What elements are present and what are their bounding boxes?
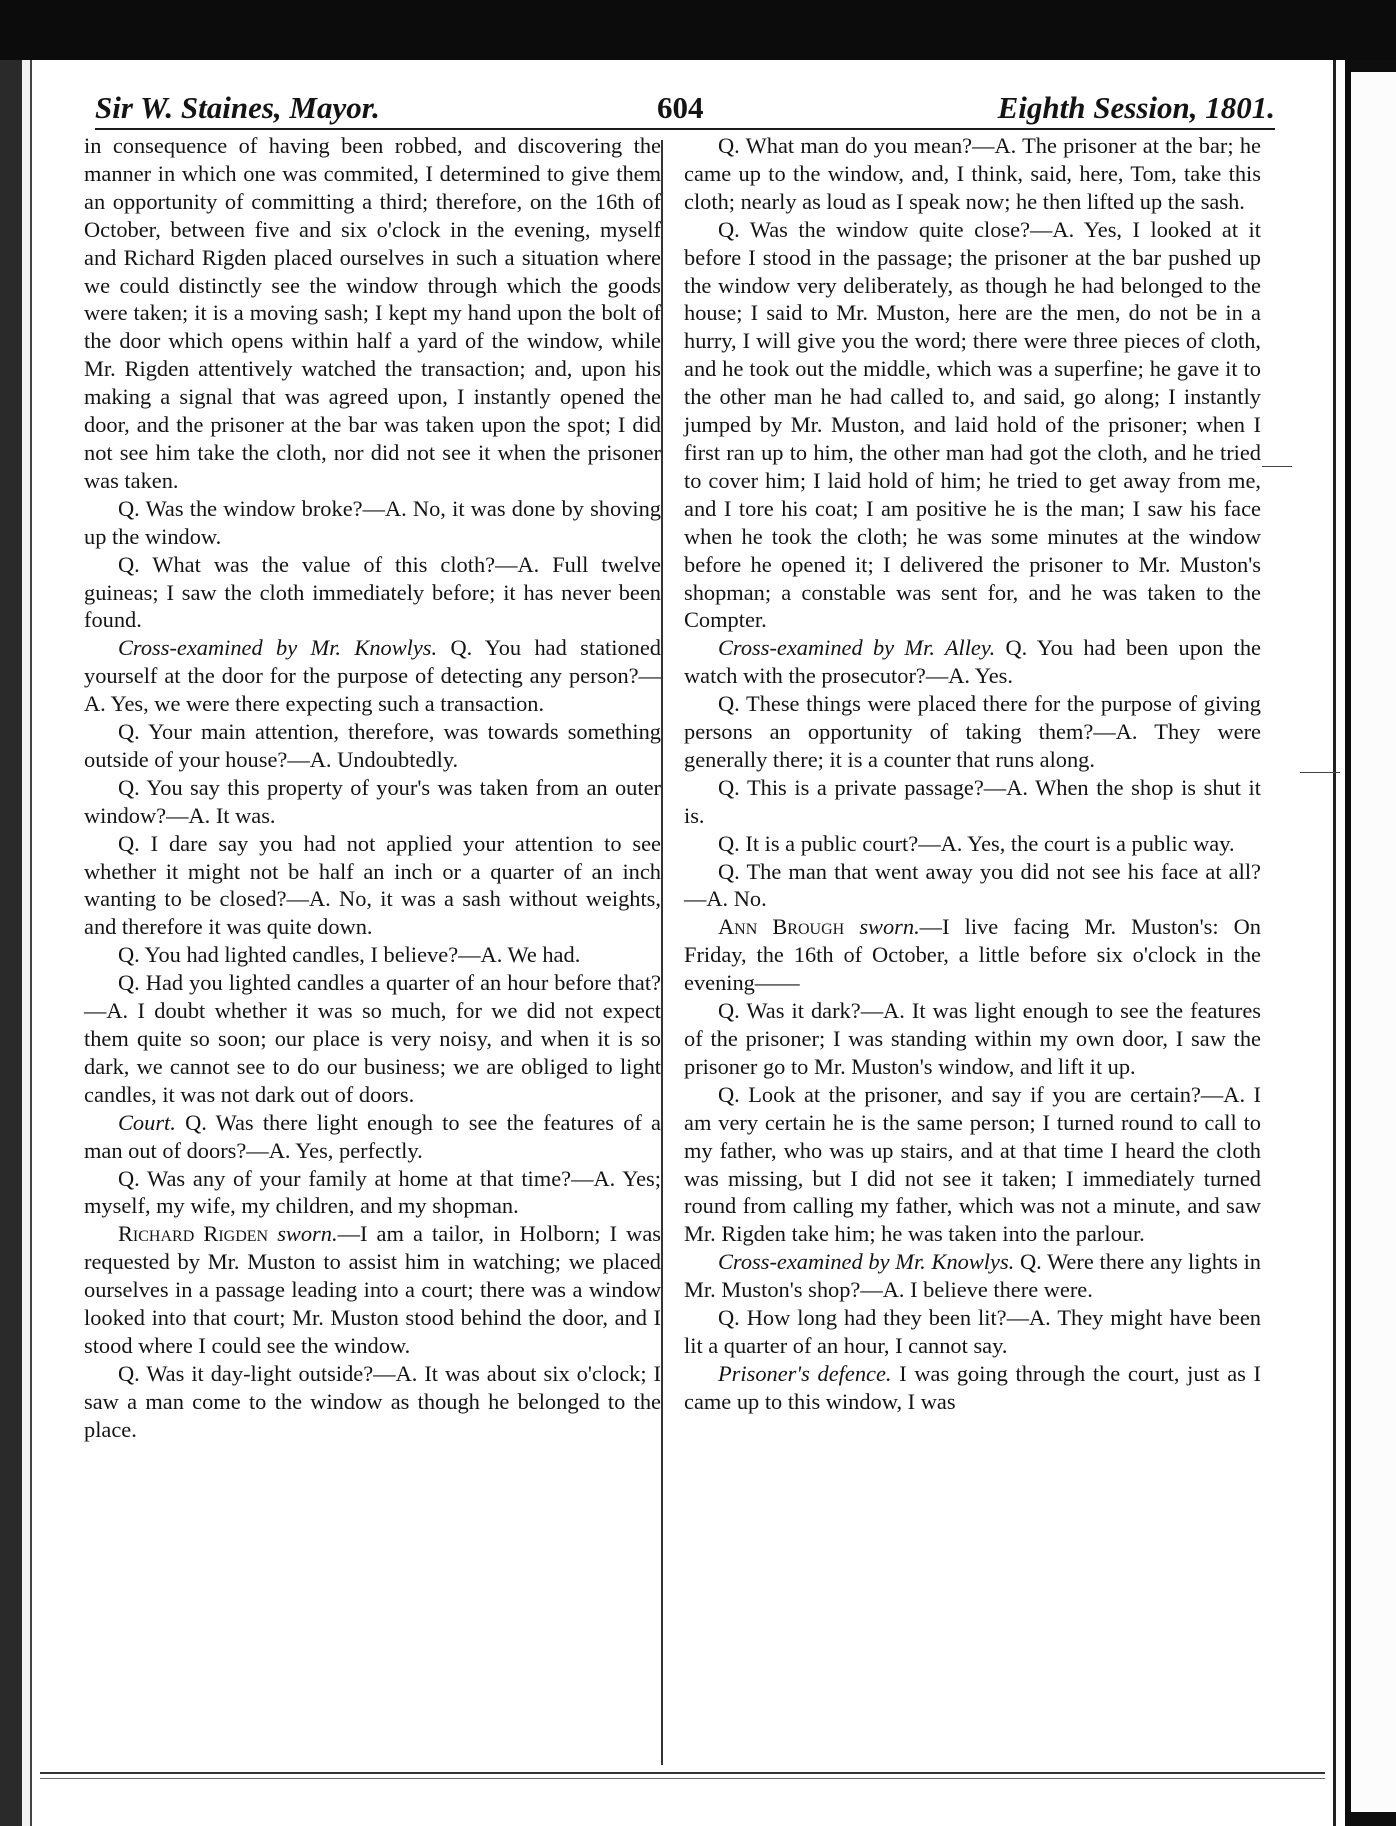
header-right: Eighth Session, 1801.: [997, 90, 1275, 125]
running-header: [95, 86, 1275, 130]
paragraph: [84, 830, 661, 942]
paragraph-text: Q. Was the window quite close?—A. Yes, I looked at it before I stood in the passage; the prisoner at the bar pushed up the window very deliberately, as though he had belonged to the house; I said to Mr. Muston, here are the men, do not be in a hurry, I will give you the word; there were three pieces of cloth, and he took out the middle, which was a superfine; he gave it to the other man he had called to, and said, go along; I instantly jumped by Mr. Muston, and laid hold of the prisoner; when I first ran up to him, the other man had got the cloth, and he tried to cover him; I laid hold of him; he tried to get away from me, and I tore his coat; I am positive he is the man; I saw his face when he took the cloth; he was some minutes at the window before he opened it; I delivered the prisoner to Mr. Muston's shopman; a constable was sent for, and he was taken to the Compter.: [684, 216, 1261, 633]
page-right-edge: [1333, 60, 1336, 1826]
paragraph-text: Q. Was there light enough to see the features of a man out of doors?—A. Yes, perfectly.: [84, 1109, 661, 1163]
paragraph-text: —I am a tailor, in Holborn; I was requested by Mr. Muston to assist him in watching; we placed ourselves in a passage leading into a court; there was a window looked into that court; Mr. Muston stood behind the door, and I stood where I could see the window.: [84, 1221, 661, 1358]
paragraph-text: in consequence of having been robbed, and discovering the manner in which one was commited, I determined to give them an opportunity of committing a third; therefore, on the 16th of October, between five and six o'clock in the evening, myself and Richard Rigden placed ourselves in such a situation where we could distinctly see the window through which the goods were taken; it is a moving sash; I kept my hand upon the bolt of the door which opens within half a yard of the window, while Mr. Rigden attentively watched the transaction; and, upon his making a signal that was agreed upon, I instantly opened the door, and the prisoner at the bar was taken upon the spot; I did not see him take the cloth, nor did not see it when the prisoner was taken.: [84, 133, 661, 493]
paragraph: [84, 1109, 661, 1165]
paragraph: [684, 913, 1261, 997]
paragraph: [84, 132, 661, 495]
paragraph-text: —I live facing Mr. Muston's: On Friday, the 16th of October, a little before six o'clock in the evening——: [684, 914, 1262, 996]
paragraph-text: Q. Your main attention, therefore, was towards something outside of your house?—A. Undoubtedly.: [84, 719, 661, 772]
paragraph-text: Q. Were there any lights in Mr. Muston's shop?—A. I believe there were.: [684, 1249, 1261, 1303]
paragraph-text: Q. You say this property of your's was taken from an outer window?—A. It was.: [84, 774, 661, 828]
witness-name: Ann Brough: [718, 914, 845, 940]
paragraph: [684, 774, 1261, 830]
paragraph: [684, 634, 1261, 690]
italic-lead: sworn.: [859, 914, 920, 940]
header-rule: [95, 128, 1275, 130]
paragraph-text: Q. This is a private passage?—A. When the shop is shut it is.: [684, 774, 1261, 828]
italic-lead: Cross-examined by Mr. Alley.: [718, 635, 996, 661]
paragraph: [84, 941, 661, 969]
witness-name: Richard Rigden: [118, 1221, 269, 1247]
paragraph: [84, 1360, 661, 1444]
paragraph-text: Q. It is a public court?—A. Yes, the court is a public way.: [718, 830, 1235, 856]
page-bottom-rule: [40, 1772, 1325, 1774]
margin-mark: [1262, 466, 1292, 467]
paragraph: [684, 1081, 1261, 1248]
italic-lead: sworn.: [277, 1221, 338, 1247]
paragraph: [84, 634, 661, 718]
column-divider: [661, 140, 663, 1765]
paragraph-text: Q. I dare say you had not applied your attention to see whether it might not be half an inch or a quarter of an inch wanting to be closed?—A. No, it was a sash without weights, and therefore it was quite down.: [84, 830, 661, 940]
italic-lead: Prisoner's defence.: [718, 1360, 892, 1386]
paragraph-text: Q. Had you lighted candles a quarter of an hour before that?—A. I doubt whether it was so much, for we did not expect them quite so soon; our place is very noisy, and when it is so dark, we cannot see to do our business; we are obliged to light candles, it was not dark out of doors.: [84, 970, 661, 1107]
paragraph-text: Q. The man that went away you did not see his face at all?—A. No.: [684, 858, 1261, 912]
paragraph-text: Q. You had been upon the watch with the prosecutor?—A. Yes.: [684, 635, 1261, 689]
paragraph: [684, 1304, 1261, 1360]
paragraph-text: Q. You had lighted candles, I believe?—A. We had.: [118, 942, 581, 968]
paragraph-text: Q. Was any of your family at home at that time?—A. Yes; myself, my wife, my children, and my shopman.: [84, 1165, 661, 1219]
paragraph: [684, 1360, 1261, 1416]
paragraph-text: Q. These things were placed there for the purpose of giving persons an opportunity of taking them?—A. They were generally there; it is a counter that runs along.: [684, 691, 1261, 772]
scan-left-border: [0, 60, 22, 1826]
paragraph-text: Q. How long had they been lit?—A. They might have been lit a quarter of an hour, I cannot say.: [684, 1305, 1261, 1358]
italic-lead: Court.: [118, 1109, 176, 1135]
page-bottom-rule: [40, 1778, 1325, 1779]
paragraph-text: Q. Was it day-light outside?—A. It was about six o'clock; I saw a man come to the window as though he belonged to the place.: [84, 1360, 661, 1442]
italic-lead: Cross-examined by Mr. Knowlys.: [118, 635, 438, 661]
paragraph: [684, 132, 1261, 216]
paragraph-text: Q. You had stationed yourself at the door for the purpose of detecting any person?—A. Yes, we were there expecting such a transaction.: [84, 635, 661, 717]
paragraph: [84, 969, 661, 1109]
header-left: Sir W. Staines, Mayor.: [95, 90, 380, 125]
paragraph-text: Q. Look at the prisoner, and say if you are certain?—A. I am very certain he is the same person; I turned round to call to my father, who was up stairs, and at that time I heard the cloth was missing, but I did not see it taken; I immediately turned round from calling my father, which was not a minute, and saw Mr. Rigden take him; he was taken into the parlour.: [684, 1081, 1261, 1247]
paragraph-text: Q. Was it dark?—A. It was light enough to see the features of the prisoner; I was standing within my own door, I saw the prisoner go to Mr. Muston's window, and lift it up.: [684, 998, 1261, 1079]
paragraph: [84, 1220, 661, 1360]
italic-lead: Cross-examined by Mr. Knowlys.: [718, 1249, 1015, 1275]
paragraph: [684, 690, 1261, 774]
left-column: [84, 132, 661, 1444]
paragraph: [84, 718, 661, 774]
page-number: 604: [657, 90, 704, 125]
paragraph: [684, 858, 1261, 914]
scan-top-border: [0, 0, 1396, 60]
paragraph: [684, 830, 1261, 858]
adjacent-page-strip: [1351, 72, 1396, 1812]
paragraph: [84, 1165, 661, 1221]
right-column: [684, 132, 1261, 1416]
paragraph: [684, 997, 1261, 1081]
paragraph: [684, 216, 1261, 635]
paragraph: [84, 774, 661, 830]
margin-mark: [1300, 772, 1340, 773]
paragraph: [684, 1248, 1261, 1304]
paragraph-text: Q. What man do you mean?—A. The prisoner at the bar; he came up to the window, and, I think, said, here, Tom, take this cloth; nearly as loud as I speak now; he then lifted up the sash.: [684, 133, 1261, 214]
paragraph-text: I was going through the court, just as I came up to this window, I was: [684, 1360, 1261, 1414]
paragraph: [84, 551, 661, 635]
paragraph-text: Q. Was the window broke?—A. No, it was done by shoving up the window.: [84, 495, 661, 549]
scan-left-margin: [22, 60, 32, 1826]
paragraph: [84, 495, 661, 551]
paragraph-text: Q. What was the value of this cloth?—A. Full twelve guineas; I saw the cloth immediately before; it has never been found.: [84, 551, 661, 633]
